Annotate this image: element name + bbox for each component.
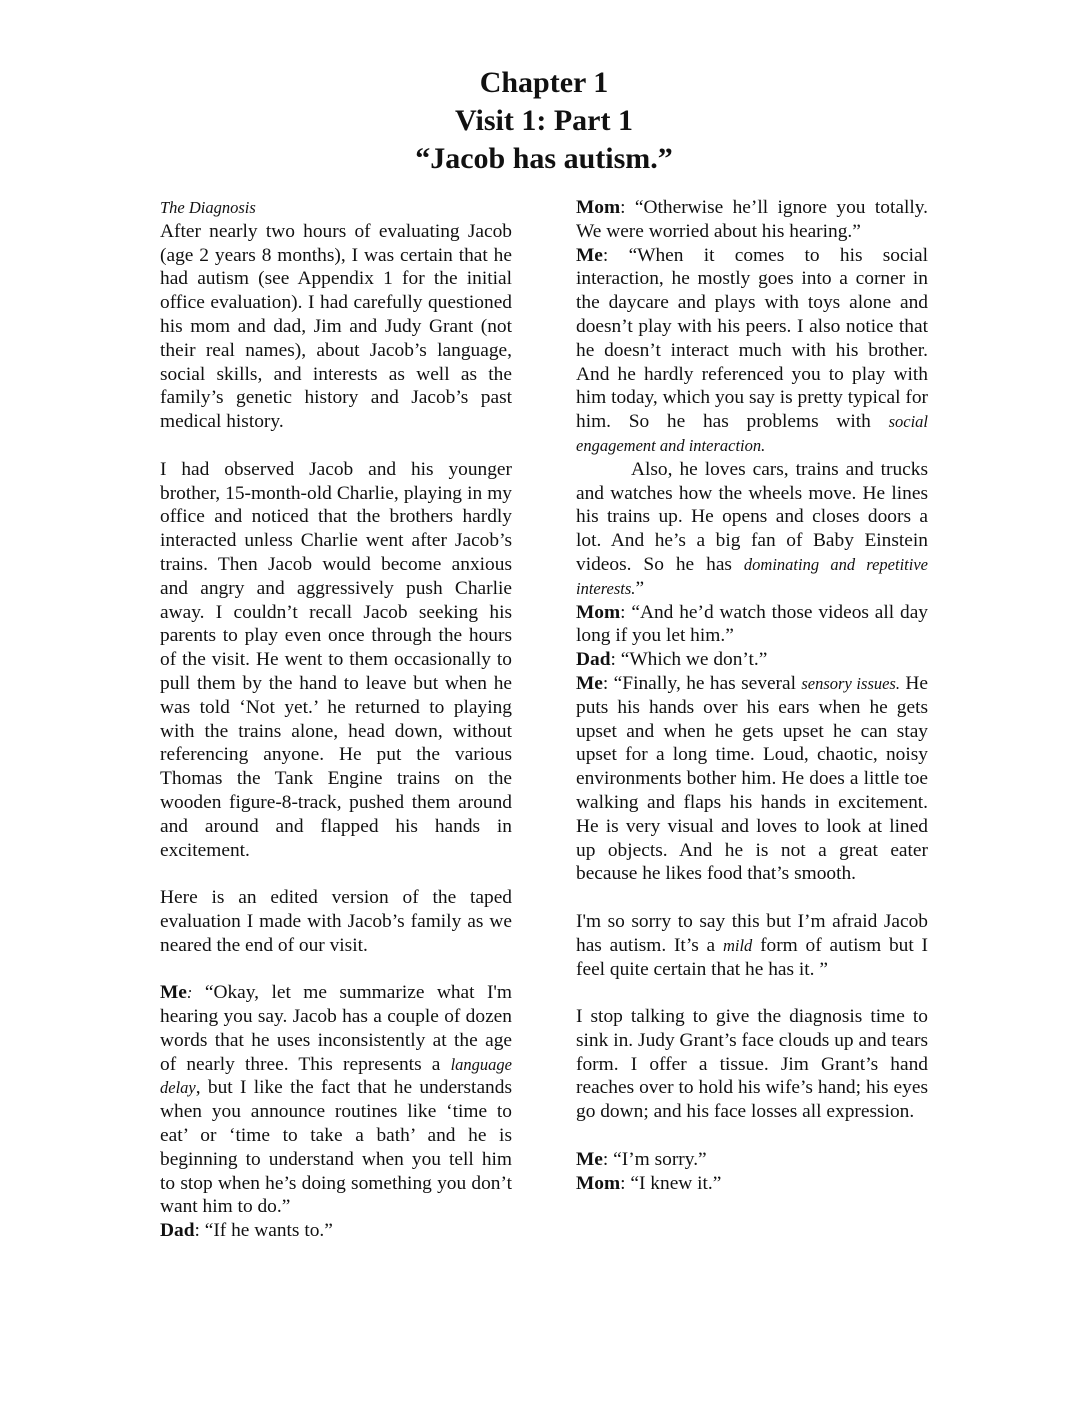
speaker-label: Me: [576, 244, 603, 266]
dialogue-me-diagnosis: I'm so sorry to say this but I’m afraid Jacob has autism. It’s a mild form of autism but I feel quite certain that he has it. ”: [576, 910, 928, 980]
dialogue-me-sorry: Me: “I’m sorry.”: [576, 1148, 707, 1170]
dialogue-mom-knew: Mom: “I knew it.”: [576, 1172, 722, 1194]
dialogue-me-summary: Me: “Okay, let me summarize what I'm hearing you say. Jacob has a couple of dozen words that he uses inconsistently at the age of nearly three. This represents a language delay, but I like the fact that he understands when you announce routines like ‘time to eat’ or ‘time to take a bath’ and he is beginning to understand when you tell him to stop when he’s doing something you don’t want him to do.”: [160, 982, 512, 1218]
speaker-label: Me: [576, 1148, 603, 1170]
right-column: [576, 196, 928, 1195]
speaker-label: Dad: [576, 649, 611, 671]
chapter-header: [0, 64, 1088, 178]
dialogue-dad-videos: Dad: “Which we don’t.”: [576, 649, 768, 671]
emphasis-term: dominating and repetitive interests.: [576, 554, 928, 598]
visit-title: Visit 1: Part 1: [454, 104, 633, 137]
emphasis-term: language delay: [160, 1054, 512, 1098]
speaker-label: Mom: [576, 197, 621, 218]
paragraph-evaluation-intro: Here is an edited version of the taped evaluation I made with Jacob’s family as we neared the end of our visit.: [160, 887, 512, 956]
dialogue-mom-hearing: Mom: “Otherwise he’ll ignore you totally. We were worried about his hearing.”: [576, 197, 928, 242]
speaker-label: Mom: [576, 601, 621, 623]
dialogue-mom-videos: Mom: “And he’d watch those videos all day long if you let him.”: [576, 601, 928, 647]
paragraph-observation: I had observed Jacob and his younger brother, 15-month-old Charlie, playing in my office and noticed that the brothers hardly interacted unless Charlie went after Jacob’s trains. Then Jacob would become anxious and angry and aggressively push Charlie away. I couldn’t recall Jacob seeking his parents to play even once through the hours of the visit. He went to them occasionally to pull them by the hand to leave but when he was told ‘Not yet.’ he returned to playing with the trains alone, head down, without referencing anyone. He put the various Thomas the Tank Engine trains on the wooden figure-8-track, pushed them around and around and flapped his hands in excitement.: [160, 458, 512, 861]
chapter-number: Chapter 1: [479, 66, 609, 99]
speaker-label: Dad: [160, 1220, 195, 1242]
paragraph-intro: After nearly two hours of evaluating Jacob (age 2 years 8 months), I was certain that he had autism (see Appendix 1 for the initial office evaluation). I had carefully questioned his mom and dad, Jim and Judy Grant (not their real names), about Jacob’s language, social skills, and interests as well as the family’s genetic history and Jacob’s past medical history.: [160, 220, 512, 433]
emphasis-term: sensory issues.: [801, 673, 900, 693]
dialogue-me-social: Me: “When it comes to his social interaction, he mostly goes into a corner in the daycare and plays with toys alone and doesn’t play with his peers. I also notice that he doesn’t interact much with his brother. And he hardly referenced you to play with him today, which you say is pretty typical for him. So he has problems with social engagement and interaction.: [576, 244, 928, 455]
emphasis-term: mild: [722, 935, 753, 955]
paragraph-reaction: I stop talking to give the diagnosis time to sink in. Judy Grant’s face clouds up and tears form. I offer a tissue. Jim Grant’s hand reaches over to hold his wife’s hand; his eyes go down; and his face losses all expression.: [576, 1006, 928, 1123]
speaker-label: Me: [160, 982, 187, 1004]
dialogue-me-sensory: Me: “Finally, he has several sensory issues. He puts his hands over his ears when he gets upset and when he gets upset he can stay upset for a long time. Loud, chaotic, noisy environments bother him. He does a little toe walking and flaps his hands in excitement. He is very visual and loves to look at lined up objects. And he is not a great eater because he likes food that’s smooth.: [576, 672, 928, 885]
chapter-quote: “Jacob has autism.”: [415, 142, 673, 175]
speaker-label: Me: [576, 672, 603, 694]
speaker-label: Mom: [576, 1172, 621, 1194]
emphasis-term: social engagement and interaction.: [576, 412, 928, 455]
dialogue-dad: Dad: “If he wants to.”: [160, 1220, 333, 1242]
left-column: [160, 196, 512, 1243]
section-title: The Diagnosis: [160, 198, 256, 217]
dialogue-me-interests: Also, he loves cars, trains and trucks and watches how the wheels move. He lines his trains up. He opens and closes doors a lot. And he’s a big fan of Baby Einstein videos. So he has dominating and repetitive interests.”: [576, 458, 928, 599]
